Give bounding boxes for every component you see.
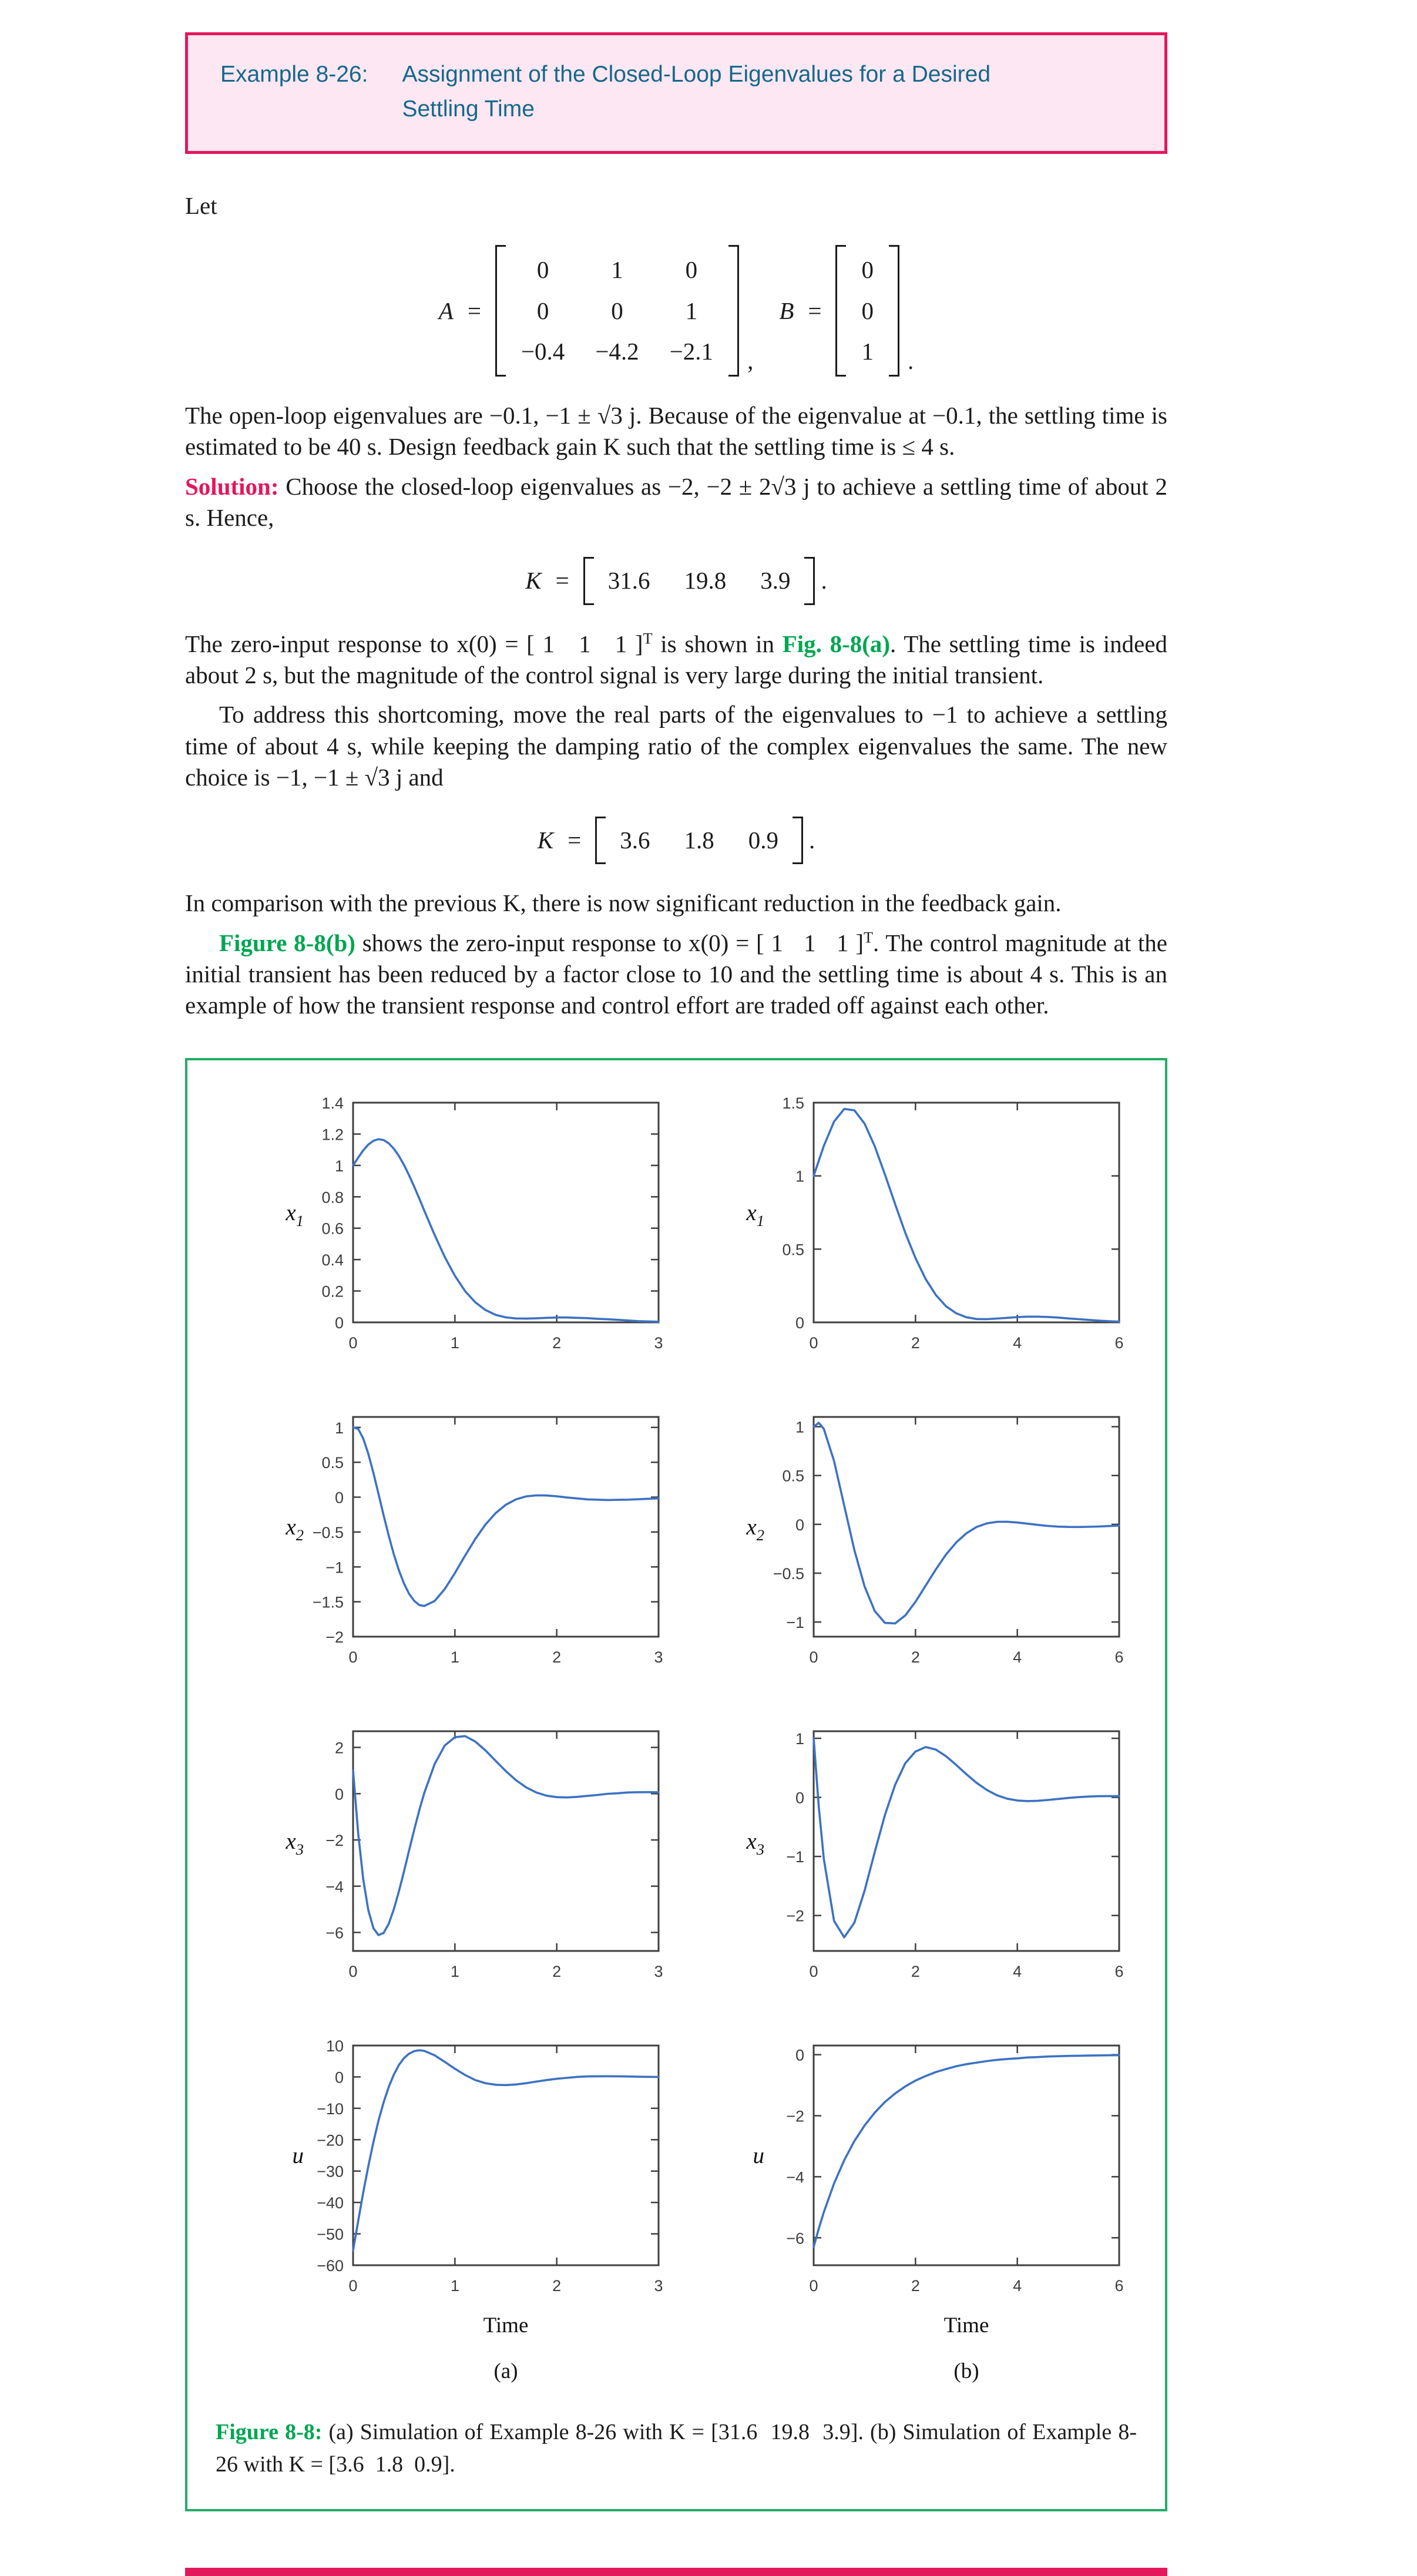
x-tick-label: 0 bbox=[348, 2276, 358, 2295]
y-tick-label: −1 bbox=[786, 1848, 804, 1866]
left-bracket bbox=[835, 245, 846, 377]
y-tick-label: −2 bbox=[786, 2107, 804, 2125]
x-tick-label: 2 bbox=[552, 1962, 562, 1980]
axis-box bbox=[353, 1731, 659, 1951]
subplot-grid bbox=[187, 1093, 1165, 2401]
fig-8-8b-reference: Figure 8-8(b) bbox=[219, 929, 355, 956]
y-tick-label: 0 bbox=[795, 1516, 804, 1534]
left-bracket bbox=[583, 557, 594, 604]
x-tick-label: 1 bbox=[450, 1334, 459, 1352]
x-tick-label: 4 bbox=[1013, 1334, 1022, 1352]
subplot-x1-a bbox=[216, 1093, 676, 1393]
x-tick-label: 6 bbox=[1114, 2276, 1124, 2295]
axis-box bbox=[353, 1103, 659, 1322]
example-title-line1: Assignment of the Closed-Loop Eigenvalues for a Desired bbox=[402, 62, 991, 87]
subplot-x2-a bbox=[216, 1408, 676, 1708]
y-tick-label: 1 bbox=[334, 1419, 344, 1437]
y-tick-label: −1 bbox=[786, 1613, 804, 1631]
y-tick-label: 2 bbox=[334, 1739, 344, 1757]
solution-label: Solution: bbox=[185, 472, 279, 500]
y-tick-label: −4 bbox=[325, 1878, 344, 1896]
x-axis-label: Time bbox=[943, 2313, 989, 2337]
y-tick-label: 0.4 bbox=[321, 1251, 344, 1269]
response-curve bbox=[353, 1736, 659, 1935]
matrix-B: 0 0 1 bbox=[835, 245, 899, 377]
y-tick-label: −60 bbox=[317, 2256, 344, 2275]
y-tick-label: −40 bbox=[317, 2194, 344, 2212]
subplot-x3-b bbox=[676, 1722, 1137, 2022]
x-tick-label: 2 bbox=[911, 1334, 920, 1352]
k-symbol: K bbox=[525, 567, 542, 595]
right-bracket bbox=[804, 557, 815, 604]
response-curve bbox=[353, 2050, 659, 2251]
y-tick-label: −4 bbox=[786, 2168, 804, 2187]
bottom-rule bbox=[185, 2568, 1167, 2576]
y-tick-label: 0.5 bbox=[321, 1453, 344, 1472]
x-tick-label: 0 bbox=[809, 1334, 818, 1352]
figure-caption-label: Figure 8-8: bbox=[216, 2419, 323, 2444]
y-tick-label: −50 bbox=[317, 2225, 344, 2243]
x-tick-label: 6 bbox=[1114, 1962, 1124, 1980]
right-bracket bbox=[889, 245, 899, 377]
k-symbol: K bbox=[537, 827, 554, 854]
let-line: Let bbox=[185, 192, 217, 219]
x-tick-label: 1 bbox=[450, 2276, 459, 2295]
y-tick-label: 0 bbox=[334, 1489, 344, 1507]
axis-box bbox=[814, 1103, 1119, 1322]
fig-8-8a-reference: Fig. 8-8(a) bbox=[782, 630, 891, 657]
response-curve bbox=[814, 1109, 1119, 1321]
response-curve bbox=[353, 1139, 659, 1322]
y-tick-label: 0 bbox=[334, 1785, 344, 1803]
k-row-vector: 31.6 19.8 3.9 bbox=[583, 557, 815, 604]
subplot-x2-b bbox=[676, 1408, 1137, 1708]
y-axis-label: $x_1$ bbox=[286, 1200, 304, 1230]
k-row-vector: 3.6 1.8 0.9 bbox=[595, 817, 803, 864]
example-header-box bbox=[185, 32, 1167, 154]
response-curve bbox=[814, 1738, 1119, 1937]
paragraph-open-loop: The open-loop eigenvalues are −0.1, −1 ± √3 j. Because of the eigenvalue at −0.1, the settling time is estimated to be 40 s. Design feedback gain K such that the settling time is ≤ 4 s. bbox=[185, 402, 1167, 461]
y-tick-label: 0 bbox=[334, 1314, 344, 1332]
x-tick-label: 2 bbox=[552, 1334, 562, 1352]
x-tick-label: 0 bbox=[348, 1962, 358, 1980]
x-tick-label: 6 bbox=[1114, 1334, 1124, 1352]
y-tick-label: 0 bbox=[795, 1789, 804, 1807]
x-axis-label: Time bbox=[483, 2313, 529, 2337]
x-tick-label: 0 bbox=[348, 1334, 358, 1352]
equation-K2: K = 3.6 1.8 0.9 . bbox=[185, 817, 1167, 864]
chart-canvas bbox=[676, 1722, 1137, 2019]
paragraph-shortcoming: To address this shortcoming, move the real parts of the eigenvalues to −1 to achieve a settling time of about 4 s, while keeping the damping ratio of the complex eigenvalues the same. The new choice is −1, −1 ± √3 j and bbox=[185, 701, 1167, 791]
x-tick-label: 3 bbox=[654, 1962, 663, 1980]
y-tick-label: 0 bbox=[795, 1314, 804, 1332]
example-label: Example 8-26: bbox=[220, 62, 368, 87]
left-bracket bbox=[595, 817, 606, 864]
x-tick-label: 0 bbox=[348, 1648, 358, 1666]
y-axis-label: $x_3$ bbox=[746, 1828, 764, 1858]
paragraph-solution: Solution: Choose the closed-loop eigenvalues as −2, −2 ± 2√3 j to achieve a settling time of about 2 s. Hence, bbox=[185, 472, 1167, 532]
x-tick-label: 3 bbox=[654, 1334, 663, 1352]
transpose-superscript: T bbox=[643, 630, 653, 647]
y-tick-label: −30 bbox=[317, 2162, 344, 2181]
y-tick-label: 0.5 bbox=[782, 1240, 804, 1258]
y-tick-label: −6 bbox=[325, 1924, 344, 1942]
equation-state-matrices: A = 0 1 0 0 0 1 −0.4 −4.2 −2.1 , B = 0 0 1 . bbox=[185, 245, 1167, 377]
y-tick-label: 1 bbox=[795, 1167, 804, 1185]
y-tick-label: 0.5 bbox=[782, 1467, 804, 1485]
chart-canvas bbox=[676, 1093, 1137, 1391]
y-tick-label: 1.4 bbox=[321, 1094, 344, 1112]
axis-box bbox=[353, 2046, 659, 2265]
chart-canvas bbox=[216, 1408, 676, 1705]
y-tick-label: 0.8 bbox=[321, 1188, 344, 1206]
x-tick-label: 2 bbox=[552, 1648, 562, 1666]
left-bracket bbox=[495, 245, 506, 377]
x-tick-label: 1 bbox=[450, 1962, 459, 1980]
y-axis-label: $x_2$ bbox=[746, 1514, 764, 1544]
chart-canvas bbox=[676, 1408, 1137, 1705]
x-tick-label: 0 bbox=[809, 1962, 818, 1980]
equation-K1: K = 31.6 19.8 3.9 . bbox=[185, 557, 1167, 604]
y-tick-label: 10 bbox=[325, 2037, 344, 2055]
y-tick-label: −6 bbox=[786, 2229, 804, 2247]
page bbox=[185, 0, 1167, 2576]
figure-caption: Figure 8-8: (a) Simulation of Example 8-26 with K = [31.6 19.8 3.9]. (b) Simulation of Example 8-26 with K = [3.6 1.8 0.9]. bbox=[216, 2419, 1137, 2477]
axis-box bbox=[814, 2046, 1119, 2265]
right-bracket bbox=[728, 245, 739, 377]
x-tick-label: 2 bbox=[911, 1648, 920, 1666]
matrix-b-symbol: B bbox=[779, 297, 794, 324]
chart-canvas bbox=[216, 2036, 676, 2398]
subplot-x1-b bbox=[676, 1093, 1137, 1393]
x-tick-label: 2 bbox=[911, 1962, 920, 1980]
subplot-letter: (a) bbox=[493, 2359, 518, 2383]
y-tick-label: 1 bbox=[334, 1157, 344, 1175]
y-axis-label: $x_2$ bbox=[286, 1514, 304, 1544]
chart-canvas bbox=[676, 2036, 1137, 2398]
x-tick-label: 4 bbox=[1013, 2276, 1022, 2295]
subplot-u-b bbox=[676, 2036, 1137, 2401]
chart-canvas bbox=[216, 1093, 676, 1391]
body-text bbox=[185, 190, 1167, 1022]
x-tick-label: 4 bbox=[1013, 1648, 1022, 1666]
y-axis-label: u bbox=[292, 2142, 304, 2168]
y-tick-label: 1.5 bbox=[782, 1094, 804, 1112]
y-axis-label: u bbox=[753, 2142, 764, 2168]
right-bracket bbox=[793, 817, 803, 864]
paragraph-fig-a: The zero-input response to x(0) = [ 1 1 1 ]$^T$ is shown in Fig. 8-8(a). The settling time is indeed about 2 s, but the magnitude of the control signal is very large during the initial transient. bbox=[185, 630, 1167, 688]
x-tick-label: 6 bbox=[1114, 1648, 1124, 1666]
y-tick-label: −20 bbox=[317, 2131, 344, 2149]
y-tick-label: −2 bbox=[786, 1907, 804, 1925]
y-tick-label: −0.5 bbox=[312, 1523, 344, 1541]
y-tick-label: 1.2 bbox=[321, 1126, 344, 1144]
y-tick-label: −1.5 bbox=[312, 1593, 344, 1611]
axis-box bbox=[814, 1731, 1119, 1951]
subplot-x3-a bbox=[216, 1722, 676, 2022]
y-tick-label: −1 bbox=[325, 1558, 344, 1576]
response-curve bbox=[814, 2055, 1119, 2246]
y-tick-label: −2 bbox=[325, 1831, 344, 1849]
y-tick-label: 0 bbox=[334, 2068, 344, 2087]
paragraph-comparison: In comparison with the previous K, there is now significant reduction in the feedback gain. bbox=[185, 889, 1062, 917]
y-tick-label: 0 bbox=[795, 2046, 804, 2064]
subplot-u-a bbox=[216, 2036, 676, 2401]
x-tick-label: 0 bbox=[809, 2276, 818, 2295]
x-tick-label: 3 bbox=[654, 1648, 663, 1666]
transpose-superscript: T bbox=[863, 929, 874, 946]
example-title bbox=[402, 58, 990, 126]
response-curve bbox=[814, 1423, 1119, 1623]
x-tick-label: 3 bbox=[654, 2276, 663, 2295]
y-tick-label: 1 bbox=[795, 1729, 804, 1748]
response-curve bbox=[353, 1427, 659, 1606]
y-tick-label: 0.6 bbox=[321, 1220, 344, 1238]
x-tick-label: 0 bbox=[809, 1648, 818, 1666]
subplot-letter: (b) bbox=[953, 2359, 979, 2383]
x-tick-label: 2 bbox=[552, 2276, 562, 2295]
axis-box bbox=[353, 1417, 659, 1637]
x-tick-label: 4 bbox=[1013, 1962, 1022, 1980]
y-tick-label: 1 bbox=[795, 1418, 804, 1436]
x-tick-label: 1 bbox=[450, 1648, 459, 1666]
matrix-a-symbol: A bbox=[438, 297, 454, 324]
chart-canvas bbox=[216, 1722, 676, 2019]
y-axis-label: $x_3$ bbox=[286, 1828, 304, 1858]
example-title-line2: Settling Time bbox=[402, 96, 535, 122]
matrix-A: 0 1 0 0 0 1 −0.4 −4.2 −2.1 bbox=[495, 245, 739, 377]
figure-8-8 bbox=[185, 1058, 1167, 2511]
y-tick-label: 0.2 bbox=[321, 1282, 344, 1301]
y-tick-label: −10 bbox=[317, 2100, 344, 2118]
y-tick-label: −2 bbox=[325, 1628, 344, 1646]
y-tick-label: −0.5 bbox=[773, 1564, 804, 1583]
paragraph-fig-b: Figure 8-8(b) shows the zero-input response to x(0) = [ 1 1 1 ]$^T$. The control magnitude at the initial transient has been reduced by a factor close to 10 and the settling time is about 4 s. This is an example of how the transient response and control effort are traded off against each other. bbox=[185, 929, 1168, 1019]
x-tick-label: 2 bbox=[911, 2276, 920, 2295]
y-axis-label: $x_1$ bbox=[746, 1200, 764, 1230]
